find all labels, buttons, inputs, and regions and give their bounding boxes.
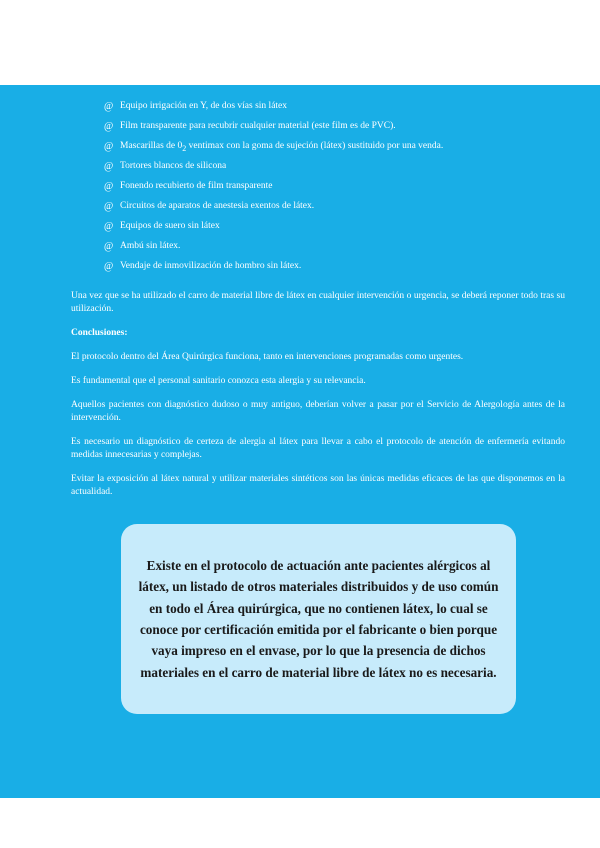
list-item: @ Film transparente para recubrir cualquier material (este film es de PVC). (104, 121, 396, 132)
at-symbol-icon: @ (104, 201, 114, 212)
conclusion-paragraph: Evitar la exposición al látex natural y utilizar materiales sintéticos son las únicas medidas eficaces de las que disponemos en la actualidad. (71, 474, 565, 497)
material-list (104, 100, 565, 280)
list-item: @ Tortores blancos de silicona (104, 161, 227, 172)
list-item: @ Ambú sin látex. (104, 241, 181, 252)
page-content (71, 100, 565, 510)
intro-paragraph: Una vez que se ha utilizado el carro de material libre de látex en cualquier intervención o urgencia, se deberá reponer todo tras su utilización. (71, 291, 565, 314)
list-item: @ Fonendo recubierto de film transparente (104, 181, 273, 192)
at-symbol-icon: @ (104, 241, 114, 252)
at-symbol-icon: @ (104, 101, 114, 112)
conclusion-paragraph: El protocolo dentro del Área Quirúrgica funciona, tanto en intervenciones programadas como urgentes. (71, 352, 464, 362)
list-item: @ Equipo irrigación en Y, de dos vías sin látex (104, 101, 288, 112)
conclusion-paragraph: Es necesario un diagnóstico de certeza de alergia al látex para llevar a cabo el protocolo de atención de enfermería evitando medidas innecesarias y complejas. (71, 437, 565, 460)
at-symbol-icon: @ (104, 141, 114, 152)
callout-text: Existe en el protocolo de actuación ante pacientes alérgicos al látex, un listado de otros materiales distribuidos y de uso común en todo el Área quirúrgica, que no contienen látex, lo cual se conoce por certificación emitida por el fabricante o bien porque vaya impreso en el envase, por lo que la presencia de dichos materiales en el carro de material libre de látex no es necesaria. (138, 557, 499, 680)
at-symbol-icon: @ (104, 121, 114, 132)
callout-box (121, 524, 516, 714)
list-item: @ Circuitos de aparatos de anestesia exentos de látex. (104, 201, 315, 212)
at-symbol-icon: @ (104, 221, 114, 232)
list-item: @ Equipos de suero sin látex (104, 221, 220, 232)
list-item: @ Mascarillas de $0_2$ ventimax con la goma de sujeción (látex) sustituido por una venda. (104, 141, 444, 153)
at-symbol-icon: @ (104, 181, 114, 192)
at-symbol-icon: @ (104, 261, 114, 272)
conclusions-heading: Conclusiones: (71, 328, 128, 338)
list-item: @ Vendaje de inmovilización de hombro sin látex. (104, 261, 302, 272)
at-symbol-icon: @ (104, 161, 114, 172)
conclusion-paragraph: Es fundamental que el personal sanitario conozca esta alergia y su relevancia. (71, 376, 366, 386)
conclusion-paragraph: Aquellos pacientes con diagnóstico dudoso o muy antiguo, deberían volver a pasar por el Servicio de Alergología antes de la intervención. (71, 400, 565, 423)
